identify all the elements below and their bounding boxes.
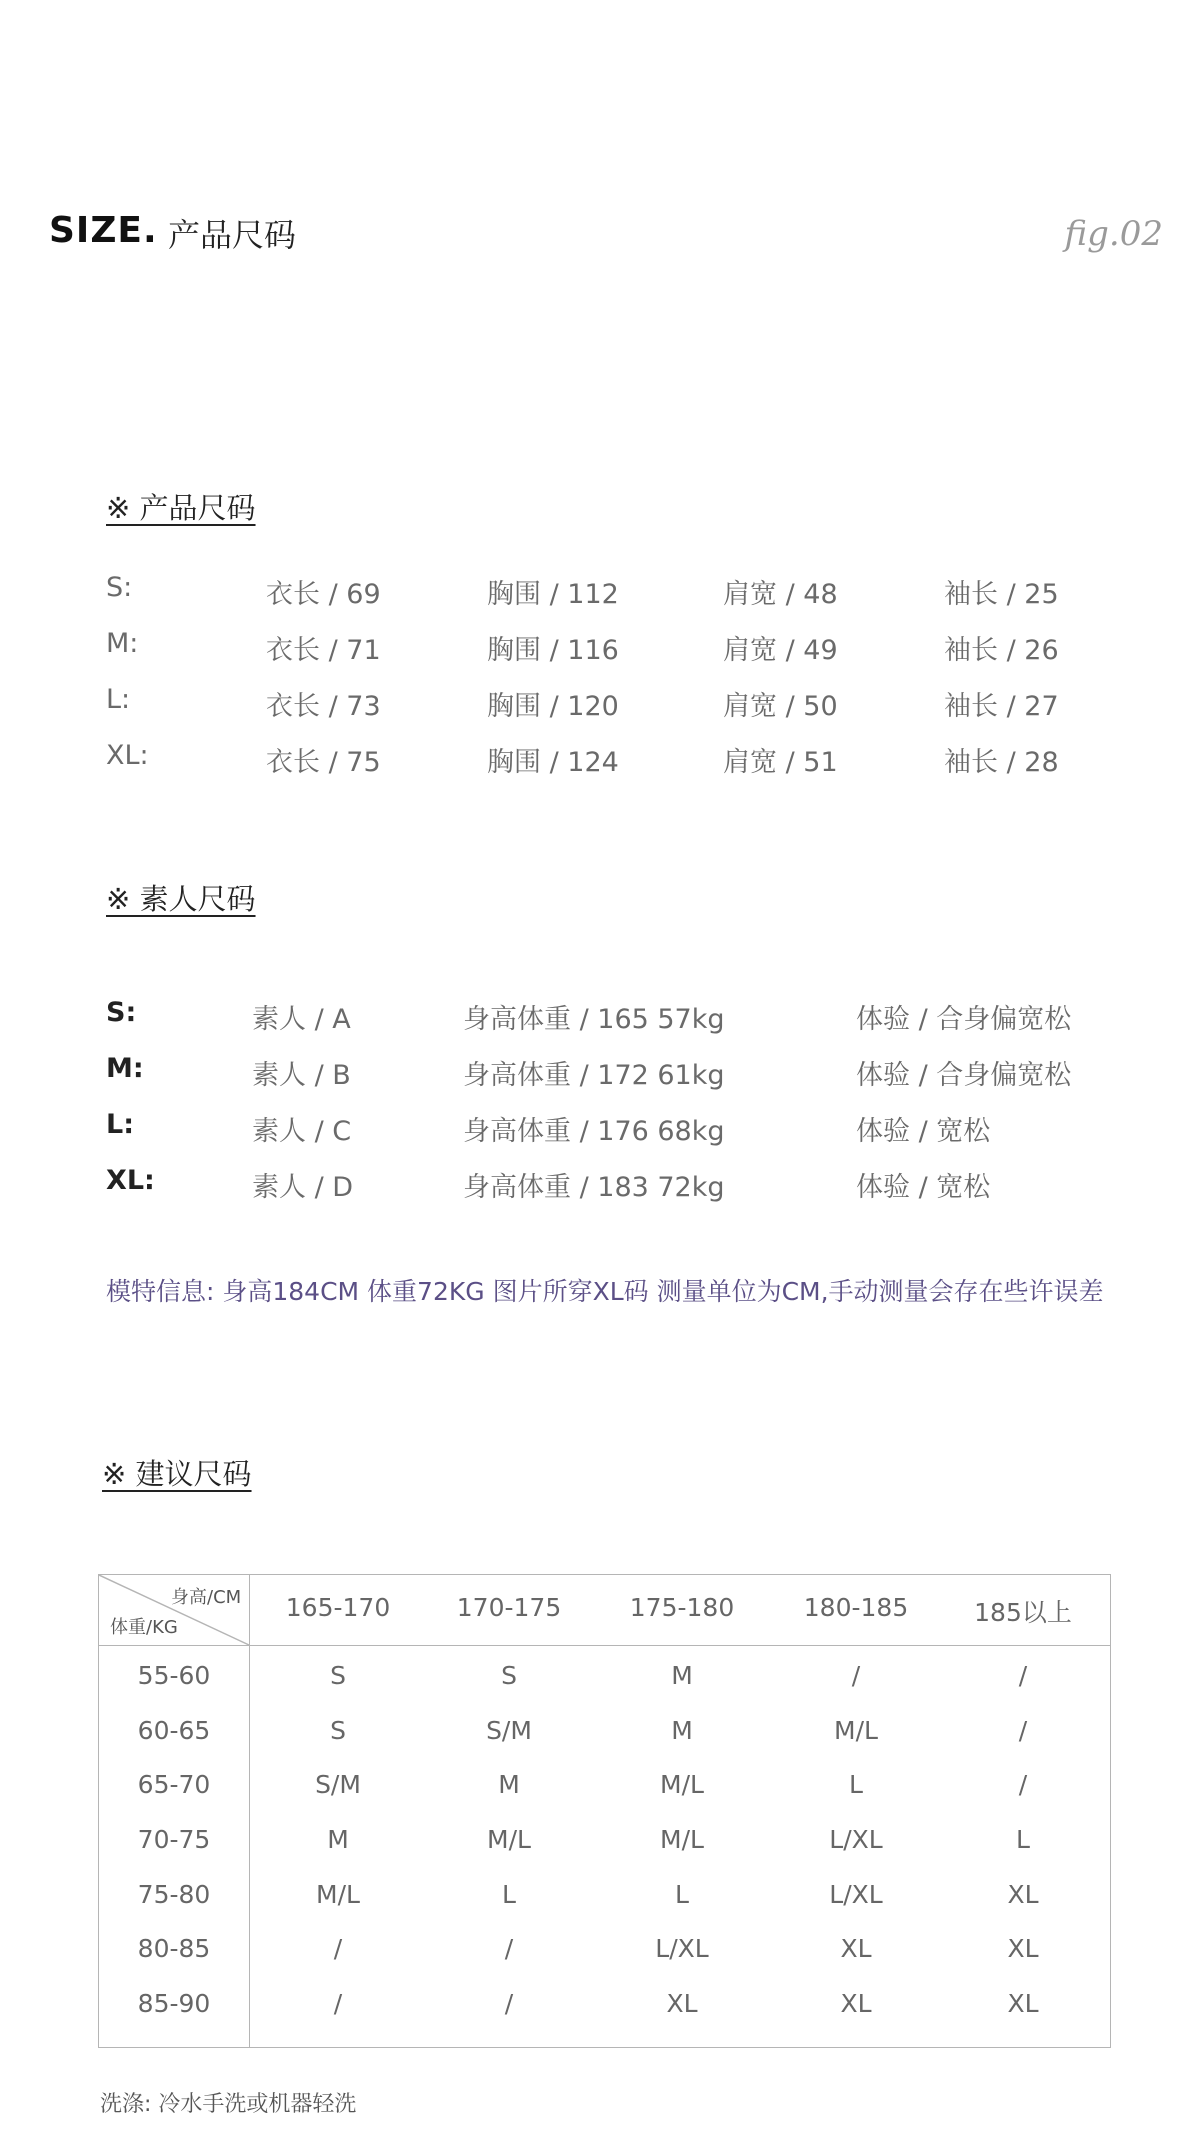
- person-size-row: [0, 1109, 1201, 1149]
- body-value: 身高体重 / 183 72kg: [463, 1172, 725, 1203]
- product-size-row: [0, 572, 1201, 612]
- table-cell: L: [1016, 1825, 1030, 1854]
- row-header: 60-65: [137, 1716, 211, 1745]
- row-header: 70-75: [137, 1825, 211, 1854]
- size-title-en: SIZE.: [49, 210, 158, 251]
- table-cell: XL: [840, 1989, 872, 2018]
- body-value: 身高体重 / 172 61kg: [463, 1060, 725, 1091]
- table-cell: /: [504, 1989, 514, 2018]
- size-key: M:: [106, 628, 139, 659]
- suggest-size-table: [98, 1574, 1111, 2048]
- column-header: 165-170: [285, 1593, 391, 1622]
- table-cell: XL: [666, 1989, 698, 2018]
- person-size-heading: ※ 素人尺码: [106, 882, 256, 916]
- length-value: 衣长 / 73: [266, 691, 381, 722]
- size-key: XL:: [106, 1165, 155, 1196]
- table-cell: L/XL: [655, 1934, 709, 1963]
- table-header-divider: [99, 1645, 1110, 1646]
- table-cell: S/M: [315, 1770, 361, 1799]
- table-cell: M: [327, 1825, 349, 1854]
- chest-value: 胸围 / 120: [487, 691, 619, 722]
- chest-value: 胸围 / 124: [487, 747, 619, 778]
- length-value: 衣长 / 71: [266, 635, 381, 666]
- table-cell: S: [330, 1661, 346, 1690]
- product-size-row: [0, 684, 1201, 724]
- table-cell: M/L: [487, 1825, 531, 1854]
- body-value: 身高体重 / 165 57kg: [463, 1004, 725, 1035]
- shoulder-value: 肩宽 / 51: [723, 747, 838, 778]
- size-key: L:: [106, 1109, 135, 1140]
- shoulder-value: 肩宽 / 49: [723, 635, 838, 666]
- size-title-cn: 产品尺码: [168, 216, 297, 254]
- person-label: 素人 / C: [252, 1116, 352, 1147]
- table-cell: L/XL: [829, 1825, 883, 1854]
- product-size-heading: ※ 产品尺码: [106, 491, 256, 525]
- shoulder-value: 肩宽 / 50: [723, 691, 838, 722]
- person-size-row: [0, 1165, 1201, 1205]
- table-cell: /: [333, 1989, 343, 2018]
- row-header: 55-60: [137, 1661, 211, 1690]
- product-size-row: [0, 628, 1201, 668]
- figure-label: fig.02: [1064, 214, 1163, 254]
- size-key: XL:: [106, 740, 149, 771]
- table-cell: M/L: [834, 1716, 878, 1745]
- person-size-row: [0, 997, 1201, 1037]
- chest-value: 胸围 / 116: [487, 635, 619, 666]
- table-cell: XL: [1007, 1880, 1039, 1909]
- length-value: 衣长 / 69: [266, 579, 381, 610]
- table-cell: M: [498, 1770, 520, 1799]
- sleeve-value: 袖长 / 28: [944, 747, 1059, 778]
- person-size-row: [0, 1053, 1201, 1093]
- sleeve-value: 袖长 / 25: [944, 579, 1059, 610]
- table-cell: M/L: [660, 1770, 704, 1799]
- fit-value: 体验 / 宽松: [856, 1116, 991, 1147]
- table-cell: L: [502, 1880, 516, 1909]
- table-cell: XL: [1007, 1934, 1039, 1963]
- model-info-note: 模特信息: 身高184CM 体重72KG 图片所穿XL码 测量单位为CM,手动测量会存在些许误差: [106, 1277, 1104, 1306]
- table-cell: S: [501, 1661, 517, 1690]
- table-cell: M: [671, 1661, 693, 1690]
- fit-value: 体验 / 合身偏宽松: [856, 1060, 1072, 1091]
- person-label: 素人 / B: [252, 1060, 351, 1091]
- corner-height-label: 身高/CM: [171, 1587, 242, 1608]
- length-value: 衣长 / 75: [266, 747, 381, 778]
- table-cell: /: [1018, 1716, 1028, 1745]
- table-cell: /: [333, 1934, 343, 1963]
- table-cell: XL: [840, 1934, 872, 1963]
- sleeve-value: 袖长 / 27: [944, 691, 1059, 722]
- row-header: 85-90: [137, 1989, 211, 2018]
- table-cell: S/M: [486, 1716, 532, 1745]
- corner-weight-label: 体重/KG: [110, 1617, 178, 1638]
- table-cell: /: [504, 1934, 514, 1963]
- table-cell: M: [671, 1716, 693, 1745]
- column-header: 180-185: [803, 1593, 909, 1622]
- table-cell: /: [851, 1661, 861, 1690]
- size-key: M:: [106, 1053, 144, 1084]
- size-key: S:: [106, 997, 137, 1028]
- table-cell: L/XL: [829, 1880, 883, 1909]
- table-cell: XL: [1007, 1989, 1039, 2018]
- row-header: 80-85: [137, 1934, 211, 1963]
- row-header: 65-70: [137, 1770, 211, 1799]
- size-key: S:: [106, 572, 133, 603]
- suggest-size-heading: ※ 建议尺码: [102, 1457, 252, 1491]
- person-label: 素人 / D: [252, 1172, 354, 1203]
- table-cell: M/L: [660, 1825, 704, 1854]
- shoulder-value: 肩宽 / 48: [723, 579, 838, 610]
- column-header: 175-180: [629, 1593, 735, 1622]
- sleeve-value: 袖长 / 26: [944, 635, 1059, 666]
- table-cell: L: [849, 1770, 863, 1799]
- row-header: 75-80: [137, 1880, 211, 1909]
- table-cell: M/L: [316, 1880, 360, 1909]
- table-cell: /: [1018, 1770, 1028, 1799]
- column-header: 170-175: [456, 1593, 562, 1622]
- person-label: 素人 / A: [252, 1004, 351, 1035]
- column-header: 185以上: [974, 1598, 1072, 1627]
- size-key: L:: [106, 684, 131, 715]
- table-cell: S: [330, 1716, 346, 1745]
- fit-value: 体验 / 合身偏宽松: [856, 1004, 1072, 1035]
- table-cell: L: [675, 1880, 689, 1909]
- wash-instruction: 洗涤: 冷水手洗或机器轻洗: [100, 2092, 357, 2117]
- chest-value: 胸围 / 112: [487, 579, 619, 610]
- fit-value: 体验 / 宽松: [856, 1172, 991, 1203]
- body-value: 身高体重 / 176 68kg: [463, 1116, 725, 1147]
- table-cell: /: [1018, 1661, 1028, 1690]
- product-size-row: [0, 740, 1201, 780]
